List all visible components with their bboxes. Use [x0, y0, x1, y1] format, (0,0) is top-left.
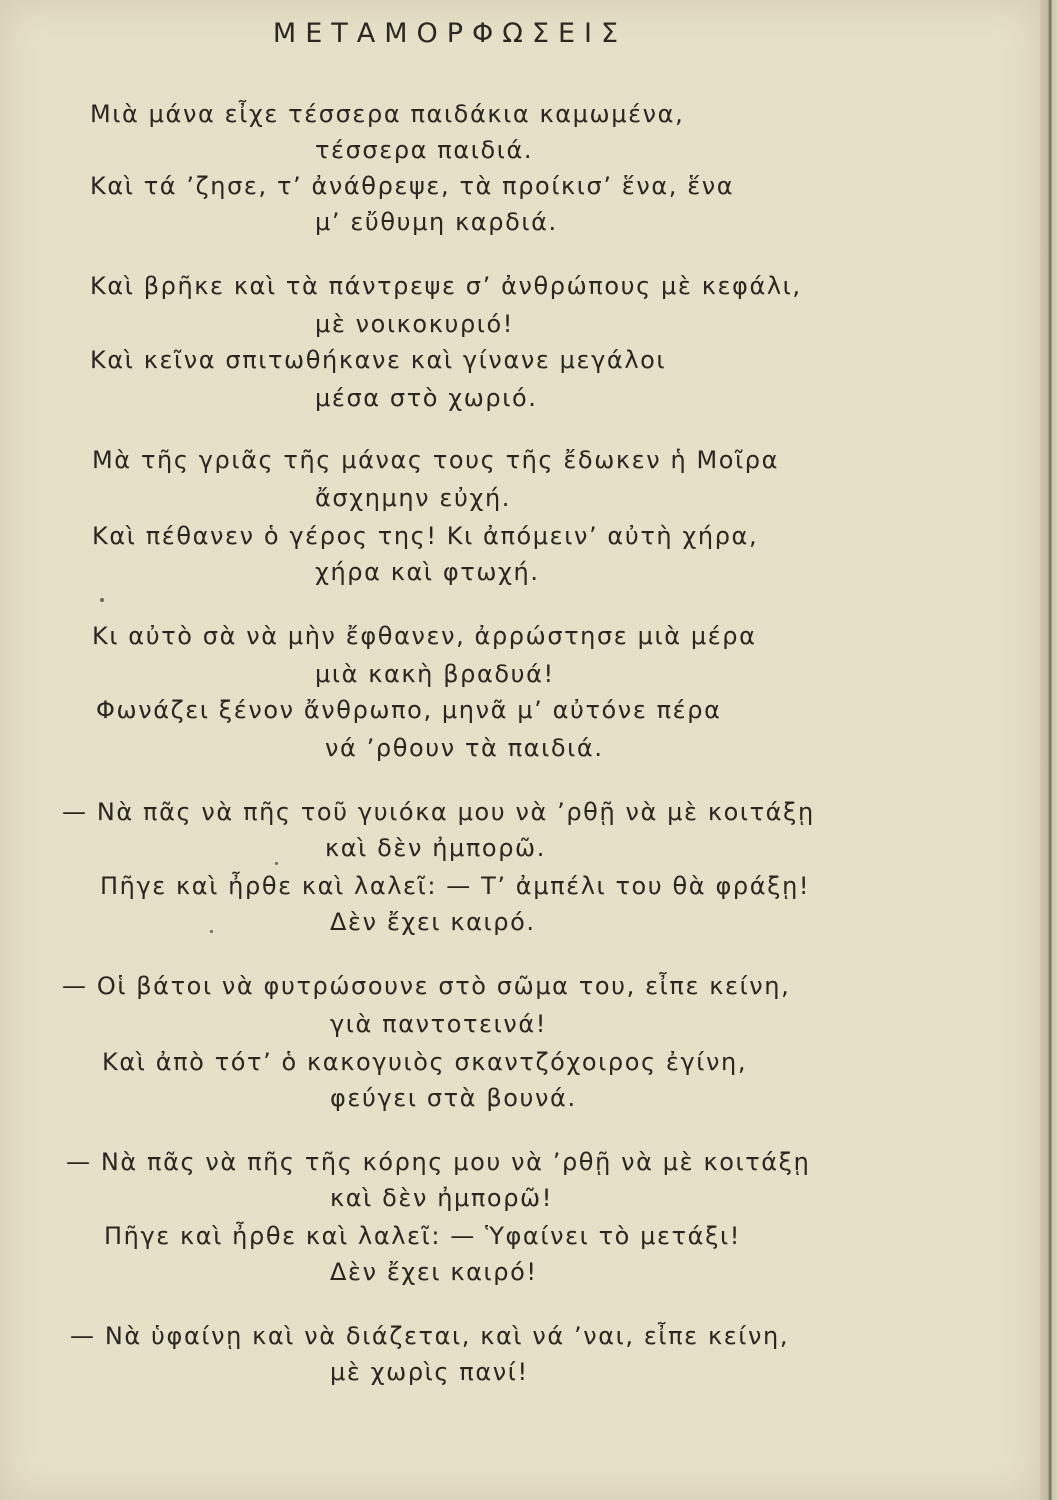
- poem-line: Καὶ πέθανεν ὁ γέρος της! Κι ἀπόμειν’ αὐτὴ χήρα,: [92, 522, 759, 550]
- poem-line: — Νὰ ὑφαίνῃ καὶ νὰ διάζεται, καὶ νά ’ναι, εἶπε κείνη,: [70, 1322, 790, 1350]
- poem-line: καὶ δὲν ἠμπορῶ.: [325, 834, 546, 862]
- poem-line: Κι αὐτὸ σὰ νὰ μὴν ἔφθανεν, ἀρρώστησε μιὰ μέρα: [92, 622, 757, 650]
- poem-line: Πῆγε καὶ ἦρθε καὶ λαλεῖ: — Ὑφαίνει τὸ μετάξι!: [104, 1222, 741, 1250]
- poem-line: Καὶ τά ’ζησε, τ’ ἀνάθρεψε, τὰ προίκισ’ ἕνα, ἕνα: [90, 172, 735, 200]
- poem-line: γιὰ παντοτεινά!: [330, 1010, 547, 1038]
- poem-line: Μὰ τῆς γριᾶς τῆς μάνας τους τῆς ἔδωκεν ἡ Μοῖρα: [92, 446, 780, 474]
- paper-speck: [100, 598, 104, 602]
- paper-speck: [210, 930, 213, 933]
- poem-line: — Νὰ πᾶς νὰ πῆς τοῦ γυιόκα μου νὰ ’ρθῇ νὰ μὲ κοιτάξῃ: [62, 798, 815, 826]
- poem-line: τέσσερα παιδιά.: [315, 136, 534, 164]
- poem-line: ἄσχημην εὐχή.: [315, 484, 511, 512]
- poem-line: φεύγει στὰ βουνά.: [330, 1084, 577, 1112]
- poem-line: Δὲν ἔχει καιρό!: [330, 1258, 538, 1286]
- poem-line: Καὶ κεῖνα σπιτωθήκανε καὶ γίνανε μεγάλοι: [90, 346, 667, 374]
- poem-line: Καὶ ἀπὸ τότ’ ὁ κακογυιὸς σκαντζόχοιρος ἐγίνη,: [102, 1048, 748, 1076]
- poem-line: νά ’ρθουν τὰ παιδιά.: [325, 734, 604, 762]
- poem-line: Δὲν ἔχει καιρό.: [330, 908, 536, 936]
- poem-line: καὶ δὲν ἠμπορῶ!: [330, 1184, 553, 1212]
- poem-line: χήρα καὶ φτωχή.: [315, 558, 540, 586]
- poem-line: — Νὰ πᾶς νὰ πῆς τῆς κόρης μου νὰ ’ρθῇ νὰ μὲ κοιτάξῃ: [66, 1148, 811, 1176]
- poem-line: μὲ νοικοκυριό!: [315, 310, 515, 338]
- paper-speck: [275, 862, 278, 865]
- poem-line: μ’ εὔθυμη καρδιά.: [315, 208, 558, 236]
- page-edge: [1040, 0, 1058, 1500]
- poem-line: μέσα στὸ χωριό.: [315, 384, 538, 412]
- poem-line: Φωνάζει ξένον ἄνθρωπο, μηνᾶ μ’ αὐτόνε πέρα: [96, 696, 722, 724]
- poem-line: μὲ χωρὶς πανί!: [330, 1358, 529, 1386]
- poem-line: Μιὰ μάνα εἶχε τέσσερα παιδάκια καμωμένα,: [90, 100, 685, 128]
- poem-title: ΜΕΤΑΜΟΡΦΩΣΕΙΣ: [272, 18, 628, 49]
- poem-line: — Οἱ βάτοι νὰ φυτρώσουνε στὸ σῶμα του, εἶπε κείνη,: [62, 972, 791, 1000]
- poem-line: Πῆγε καὶ ἦρθε καὶ λαλεῖ: — Τ’ ἀμπέλι του θὰ φράξῃ!: [100, 872, 811, 900]
- poem-line: Καὶ βρῆκε καὶ τὰ πάντρεψε σ’ ἀνθρώπους μὲ κεφάλι,: [90, 272, 802, 300]
- poem-line: μιὰ κακὴ βραδυά!: [315, 660, 555, 688]
